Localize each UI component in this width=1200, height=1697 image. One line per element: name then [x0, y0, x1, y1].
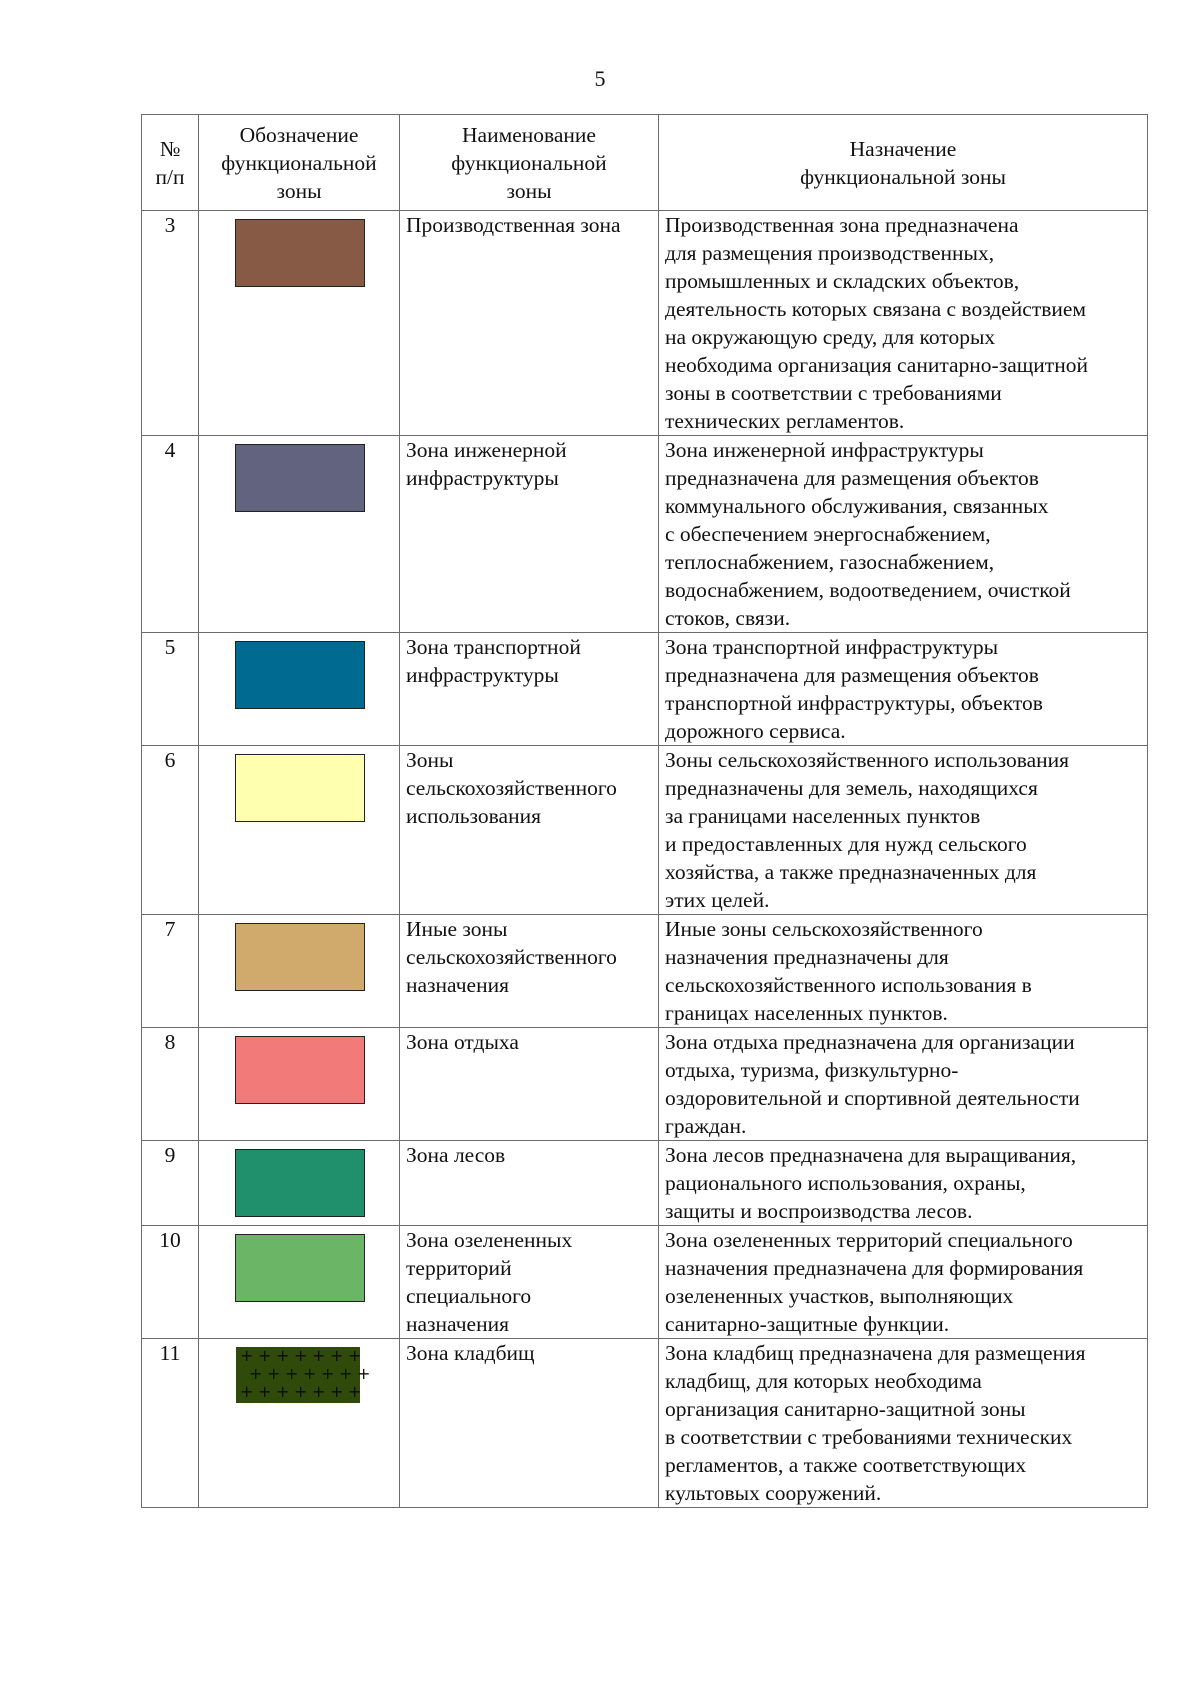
- zone-symbol-cell: [199, 1141, 400, 1226]
- cross-icon: +: [258, 1382, 272, 1401]
- cross-icon: +: [339, 1364, 353, 1383]
- cross-icon: +: [276, 1382, 290, 1401]
- zone-name-text: Зона лесов: [406, 1143, 506, 1167]
- zone-purpose-text: Зона отдыха предназначена для организации отдыха, туризма, физкультурно- оздоровительной и спортивной деятельности граждан.: [665, 1030, 1080, 1138]
- zone-purpose-text: Зоны сельскохозяйственного использования предназначены для земель, находящихся за границами населенных пунктов и предоставленных для нужд сельского хозяйства, а также предназначенных для этих целей.: [665, 748, 1070, 912]
- zone-color-swatch: [235, 1149, 365, 1217]
- table-row: [142, 1028, 1148, 1141]
- zone-number: 11: [142, 1339, 199, 1508]
- zone-name-text: Зона инженерной инфраструктуры: [406, 438, 567, 490]
- zone-purpose: [659, 915, 1148, 1028]
- cross-icon: +: [312, 1346, 326, 1365]
- zone-color-swatch: [235, 1036, 365, 1104]
- cross-icon: +: [285, 1364, 299, 1383]
- zone-name-text: Зоны сельскохозяйственного использования: [406, 748, 617, 828]
- zone-color-swatch: [235, 641, 365, 709]
- cross-icon: +: [276, 1346, 290, 1365]
- cross-icon: +: [249, 1364, 263, 1383]
- zone-name-text: Зона транспортной инфраструктуры: [406, 635, 581, 687]
- cross-icon: +: [267, 1364, 281, 1383]
- zone-number: 4: [142, 436, 199, 633]
- zone-name: [400, 1339, 659, 1508]
- zone-purpose-text: Зона инженерной инфраструктуры предназначена для размещения объектов коммунального обслуживания, связанных с обеспечением энергоснабжением, теплоснабжением, газоснабжением, водоснабжением, водоотведением, очисткой стоков, связи.: [665, 438, 1071, 630]
- zone-name: [400, 211, 659, 436]
- zone-color-swatch: [235, 754, 365, 822]
- zone-name-text: Зона отдыха: [406, 1030, 519, 1054]
- zone-symbol-cell: [199, 915, 400, 1028]
- zone-name: [400, 1028, 659, 1141]
- zone-name: [400, 1226, 659, 1339]
- zone-number: 10: [142, 1226, 199, 1339]
- zone-symbol-cell: [199, 633, 400, 746]
- table-row: [142, 915, 1148, 1028]
- cross-icon: +: [348, 1346, 362, 1365]
- table-row: [142, 1339, 1148, 1508]
- table-row: [142, 436, 1148, 633]
- header-purpose: Назначение функциональной зоны: [659, 115, 1148, 211]
- zone-number: 3: [142, 211, 199, 436]
- zone-number: 5: [142, 633, 199, 746]
- cross-icon: +: [240, 1346, 254, 1365]
- page-number: 5: [594, 66, 606, 91]
- table-row: [142, 1141, 1148, 1226]
- zone-purpose: [659, 1028, 1148, 1141]
- zone-purpose-text: Зона озелененных территорий специального назначения предназначена для формирования озелененных участков, выполняющих санитарно-защитные функции.: [665, 1228, 1084, 1336]
- table-row: [142, 633, 1148, 746]
- zone-name-text: Иные зоны сельскохозяйственного назначения: [406, 917, 617, 997]
- zone-purpose: [659, 211, 1148, 436]
- zone-symbol-cell: [199, 436, 400, 633]
- zone-purpose: [659, 633, 1148, 746]
- zone-purpose-text: Иные зоны сельскохозяйственного назначения предназначены для сельскохозяйственного использования в границах населенных пунктов.: [665, 917, 1032, 1025]
- zone-symbol-cell: [199, 1339, 400, 1508]
- cross-icon: +: [294, 1382, 308, 1401]
- zone-purpose-text: Зона кладбищ предназначена для размещения кладбищ, для которых необходима организация санитарно-защитной зоны в соответствии с требованиями технических регламентов, а также соответствующих культовых сооружений.: [665, 1341, 1086, 1505]
- cross-icon: +: [330, 1346, 344, 1365]
- zone-name-text: Производственная зона: [406, 213, 621, 237]
- cross-icon: +: [303, 1364, 317, 1383]
- header-symbol: Обозначение функциональной зоны: [199, 115, 400, 211]
- cross-icon: +: [240, 1382, 254, 1401]
- zone-purpose: [659, 1226, 1148, 1339]
- zone-purpose: [659, 436, 1148, 633]
- zone-name-text: Зона озелененных территорий специального назначения: [406, 1228, 573, 1336]
- zone-name: [400, 1141, 659, 1226]
- zone-color-swatch: [235, 444, 365, 512]
- zone-purpose: [659, 1339, 1148, 1508]
- zone-name: [400, 746, 659, 915]
- cross-icon: +: [312, 1382, 326, 1401]
- zone-color-swatch: [235, 1234, 365, 1302]
- cross-icon: +: [348, 1382, 362, 1401]
- table-row: [142, 211, 1148, 436]
- zone-name: [400, 633, 659, 746]
- zone-symbol-cell: [199, 211, 400, 436]
- cross-icon: +: [330, 1382, 344, 1401]
- zone-purpose: [659, 746, 1148, 915]
- table-header-row: [142, 115, 1148, 211]
- zone-color-swatch: [235, 219, 365, 287]
- zone-symbol-cell: [199, 1028, 400, 1141]
- header-num: № п/п: [142, 115, 199, 211]
- cross-icon: +: [321, 1364, 335, 1383]
- zone-number: 9: [142, 1141, 199, 1226]
- zone-number: 8: [142, 1028, 199, 1141]
- table-row: [142, 1226, 1148, 1339]
- zone-symbol-cell: [199, 1226, 400, 1339]
- zone-name-text: Зона кладбищ: [406, 1341, 535, 1365]
- zone-purpose-text: Зона транспортной инфраструктуры предназначена для размещения объектов транспортной инфраструктуры, объектов дорожного сервиса.: [665, 635, 1043, 743]
- cross-icon: +: [258, 1346, 272, 1365]
- zone-purpose-text: Производственная зона предназначена для размещения производственных, промышленных и складских объектов, деятельность которых связана с воздействием на окружающую среду, для которых необходима организация санитарно-защитной зоны в соответствии с требованиями технических регламентов.: [665, 213, 1088, 433]
- zone-name: [400, 915, 659, 1028]
- functional-zones-table: [141, 114, 1148, 1508]
- zone-number: 6: [142, 746, 199, 915]
- zone-color-swatch: [235, 923, 365, 991]
- table-row: [142, 746, 1148, 915]
- zone-name: [400, 436, 659, 633]
- zone-purpose-text: Зона лесов предназначена для выращивания, рационального использования, охраны, защиты и воспроизводства лесов.: [665, 1143, 1077, 1223]
- cross-icon: +: [357, 1364, 371, 1383]
- zone-symbol-cell: [199, 746, 400, 915]
- header-name: Наименование функциональной зоны: [400, 115, 659, 211]
- cross-icon: +: [294, 1346, 308, 1365]
- zone-purpose: [659, 1141, 1148, 1226]
- cemetery-pattern-swatch: [236, 1346, 371, 1403]
- zone-number: 7: [142, 915, 199, 1028]
